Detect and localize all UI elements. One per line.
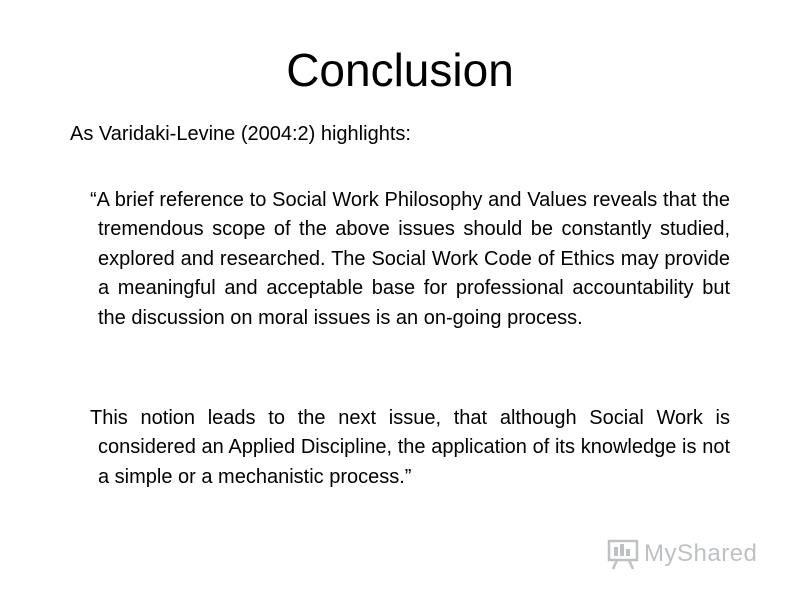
presentation-board-icon <box>606 537 640 571</box>
quote-paragraph-2: This notion leads to the next issue, that although Social Work is considered an Applied Discipline, the application of its knowledge is not a simple or a mechanistic process.” <box>90 407 730 488</box>
watermark-logo <box>606 536 766 572</box>
quote-paragraph-1: “A brief reference to Social Work Philosophy and Values reveals that the tremendous scope of the above issues should be constantly studied, explored and researched. The Social Work Code of Ethics may provide a meaningful and acceptable base for professional accountability but the discussion on moral issues is an on-going process. <box>90 189 730 329</box>
intro-text: As Varidaki-Levine (2004:2) highlights: <box>70 123 411 145</box>
slide-title: Conclusion <box>286 44 514 96</box>
watermark-text: MyShared <box>644 540 758 567</box>
